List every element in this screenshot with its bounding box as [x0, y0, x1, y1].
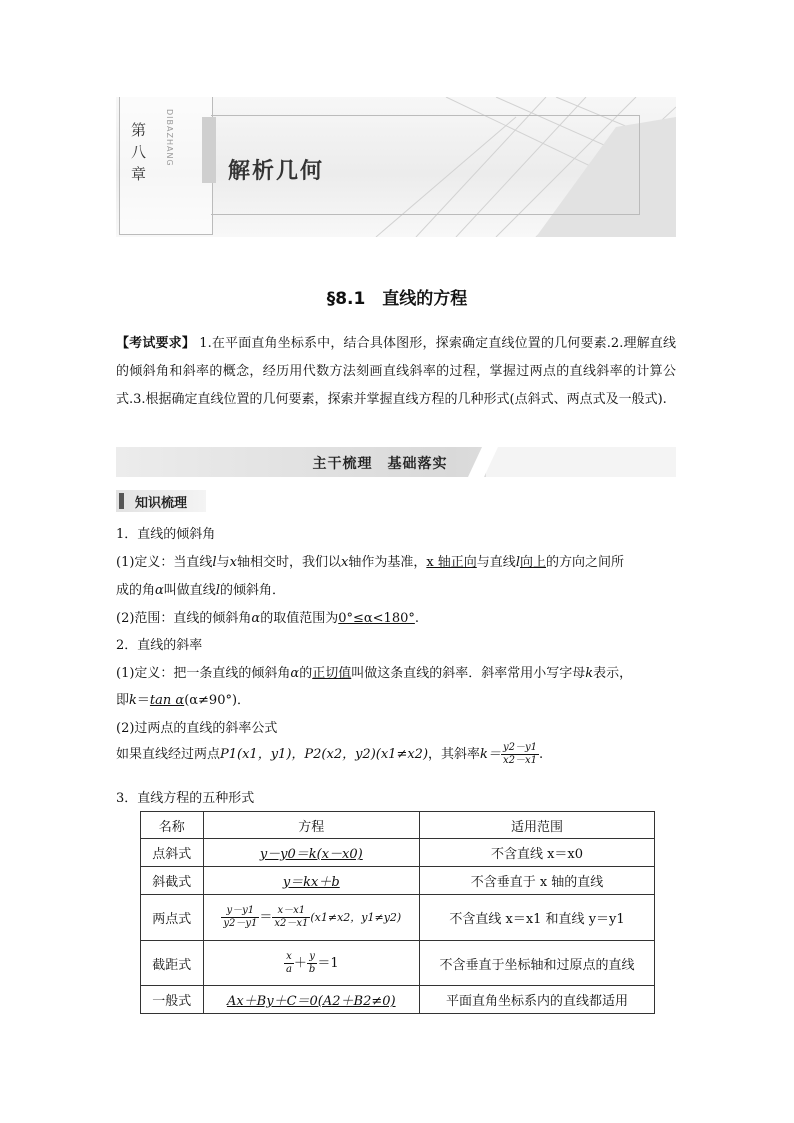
fraction-numerator: y2－y1 [502, 742, 537, 753]
chapter-char-3: 章 [131, 165, 148, 183]
table-cell-equation [203, 941, 419, 986]
text: 的取值范围为 [260, 611, 339, 626]
text: (2)范围：直线的倾斜角 [116, 611, 252, 626]
fraction [272, 905, 310, 930]
underlined-answer: tan α [149, 693, 185, 708]
s1-definition-line2 [116, 579, 686, 598]
fraction-denominator: y2－y1 [223, 918, 258, 929]
main-section-banner-text: 主干梳理 基础落实 [312, 456, 448, 472]
text: 的倾斜角． [219, 583, 285, 598]
fraction-numerator: x－x1 [272, 905, 310, 918]
text: ＝1 [317, 955, 339, 971]
table-cell-scope: 不含直线 x＝x0 [420, 839, 655, 867]
s3-heading: 3．直线方程的五种形式 [116, 791, 255, 806]
text: (α≠90°)． [184, 693, 251, 708]
text: ＝ [136, 693, 150, 708]
underlined-answer: 0°≤α<180° [338, 611, 415, 626]
s1-heading: 1．直线的倾斜角 [116, 527, 216, 542]
var-alpha: α [251, 611, 261, 626]
text: (1)定义：把一条直线的倾斜角 [116, 666, 291, 681]
chapter-title: 解析几何 [228, 159, 325, 184]
table-row [141, 941, 655, 986]
var-alpha: α [155, 583, 164, 598]
table-cell-name: 点斜式 [141, 839, 204, 867]
table-row [141, 895, 655, 941]
underlined-answer: 正切值 [312, 666, 352, 681]
table-header-cell: 方程 [203, 812, 419, 839]
text: 成的角 [116, 583, 156, 598]
fraction [307, 951, 317, 976]
text: ＝ [259, 910, 273, 925]
formula-points: P1(x1，y1)，P2(x2，y2)(x1≠x2) [220, 747, 429, 762]
text: . [414, 611, 420, 626]
chapter-number [131, 119, 153, 185]
knowledge-header-text: 知识梳理 [135, 496, 188, 511]
s2-definition-line2 [116, 689, 686, 708]
underlined-answer: y－y0＝k(x－x0) [259, 847, 363, 862]
text: 叫做直线 [163, 583, 216, 598]
requirements-tag: 【考试要求】 [116, 336, 195, 351]
knowledge-header-marker [119, 493, 124, 509]
text: 即 [116, 693, 130, 708]
table-header-cell: 适用范围 [420, 812, 655, 839]
var-k: k＝ [480, 747, 501, 762]
text: 叫做这条直线的斜率．斜率常用小写字母 [351, 666, 586, 681]
table-cell-equation [203, 867, 419, 895]
var-x: x [340, 555, 349, 570]
underlined-answer: 向上 [519, 555, 546, 570]
fraction [221, 905, 259, 930]
var-l: l [212, 555, 217, 570]
chapter-banner [116, 97, 676, 237]
text: (1)定义：当直线 [116, 555, 213, 570]
table-cell-name: 斜截式 [141, 867, 204, 895]
text: 轴作为基准， [348, 555, 427, 570]
table-header-row [141, 812, 655, 839]
var-k: k [585, 666, 594, 681]
fraction-numerator: y [307, 951, 317, 964]
var-x: x [229, 555, 237, 570]
table-row [141, 986, 655, 1014]
table-cell-name: 截距式 [141, 941, 204, 986]
table-cell-name: 一般式 [141, 986, 204, 1014]
s1-range [116, 607, 686, 626]
table-row [141, 867, 655, 895]
s2-formula-heading: (2)过两点的直线的斜率公式 [116, 721, 278, 736]
table-cell-scope: 不含垂直于坐标轴和过原点的直线 [420, 941, 655, 986]
chapter-char-1: 第 [131, 121, 148, 139]
table-cell-name: 两点式 [141, 895, 204, 941]
table-cell-scope: 不含直线 x＝x1 和直线 y＝y1 [420, 895, 655, 941]
underlined-answer: Ax＋By＋C＝0(A2＋B2≠0) [226, 994, 396, 1009]
exam-requirements [116, 330, 676, 414]
text: 表示， [593, 666, 633, 681]
text: 轴相交时，我们以 [236, 555, 341, 570]
var-l: l [515, 555, 520, 570]
chapter-char-2: 八 [131, 143, 148, 161]
var-l: l [215, 583, 220, 598]
banner-tail [486, 447, 676, 477]
requirements-text: 1.在平面直角坐标系中，结合具体图形，探索确定直线位置的几何要素.2.理解直线的倾斜角和斜率的概念，经历用代数方法刻画直线斜率的过程，掌握过两点的直线斜率的计算公式.3.根据确定直线位置的几何要素，探索并掌握直线方程的几种形式(点斜式、两点式及一般式). [116, 336, 676, 407]
slope-fraction [501, 742, 539, 767]
table-header-cell: 名称 [141, 812, 204, 839]
table-cell-equation [203, 839, 419, 867]
text: 与 [216, 555, 230, 570]
table-cell-equation [203, 986, 419, 1014]
fraction-denominator: x2－x1 [274, 918, 309, 929]
chapter-title-bar [202, 117, 216, 183]
fraction [284, 951, 294, 976]
fraction-denominator: x2－x1 [502, 755, 537, 766]
text: . [538, 747, 544, 762]
section-title: §8.1 直线的方程 [326, 289, 468, 309]
condition-text: (x1≠x2，y1≠y2) [310, 911, 402, 924]
s2-heading: 2．直线的斜率 [116, 638, 203, 653]
fraction-numerator: y－y1 [221, 905, 259, 918]
line-equation-forms-table [140, 811, 655, 1014]
text: 如果直线经过两点 [116, 747, 221, 762]
text: 的 [299, 666, 313, 681]
underlined-answer: y＝kx＋b [282, 875, 340, 890]
var-k: k [129, 693, 137, 708]
chapter-pinyin: DIBAZHANG [165, 109, 174, 167]
text: 的方向之间所 [546, 555, 625, 570]
text: 与直线 [476, 555, 516, 570]
s1-definition-line1 [116, 551, 686, 570]
table-cell-scope: 不含垂直于 x 轴的直线 [420, 867, 655, 895]
table-cell-equation [203, 895, 419, 941]
fraction-numerator: x [284, 951, 294, 964]
text: ＋ [293, 955, 307, 971]
s2-formula [116, 742, 686, 767]
s2-definition-line1 [116, 662, 686, 681]
fraction-denominator: a [285, 963, 292, 975]
table-cell-scope: 平面直角坐标系内的直线都适用 [420, 986, 655, 1014]
text: ，其斜率 [428, 747, 481, 762]
fraction-denominator: b [308, 963, 316, 975]
var-alpha: α [290, 666, 300, 681]
table-row [141, 839, 655, 867]
underlined-answer: x 轴正向 [426, 555, 477, 570]
